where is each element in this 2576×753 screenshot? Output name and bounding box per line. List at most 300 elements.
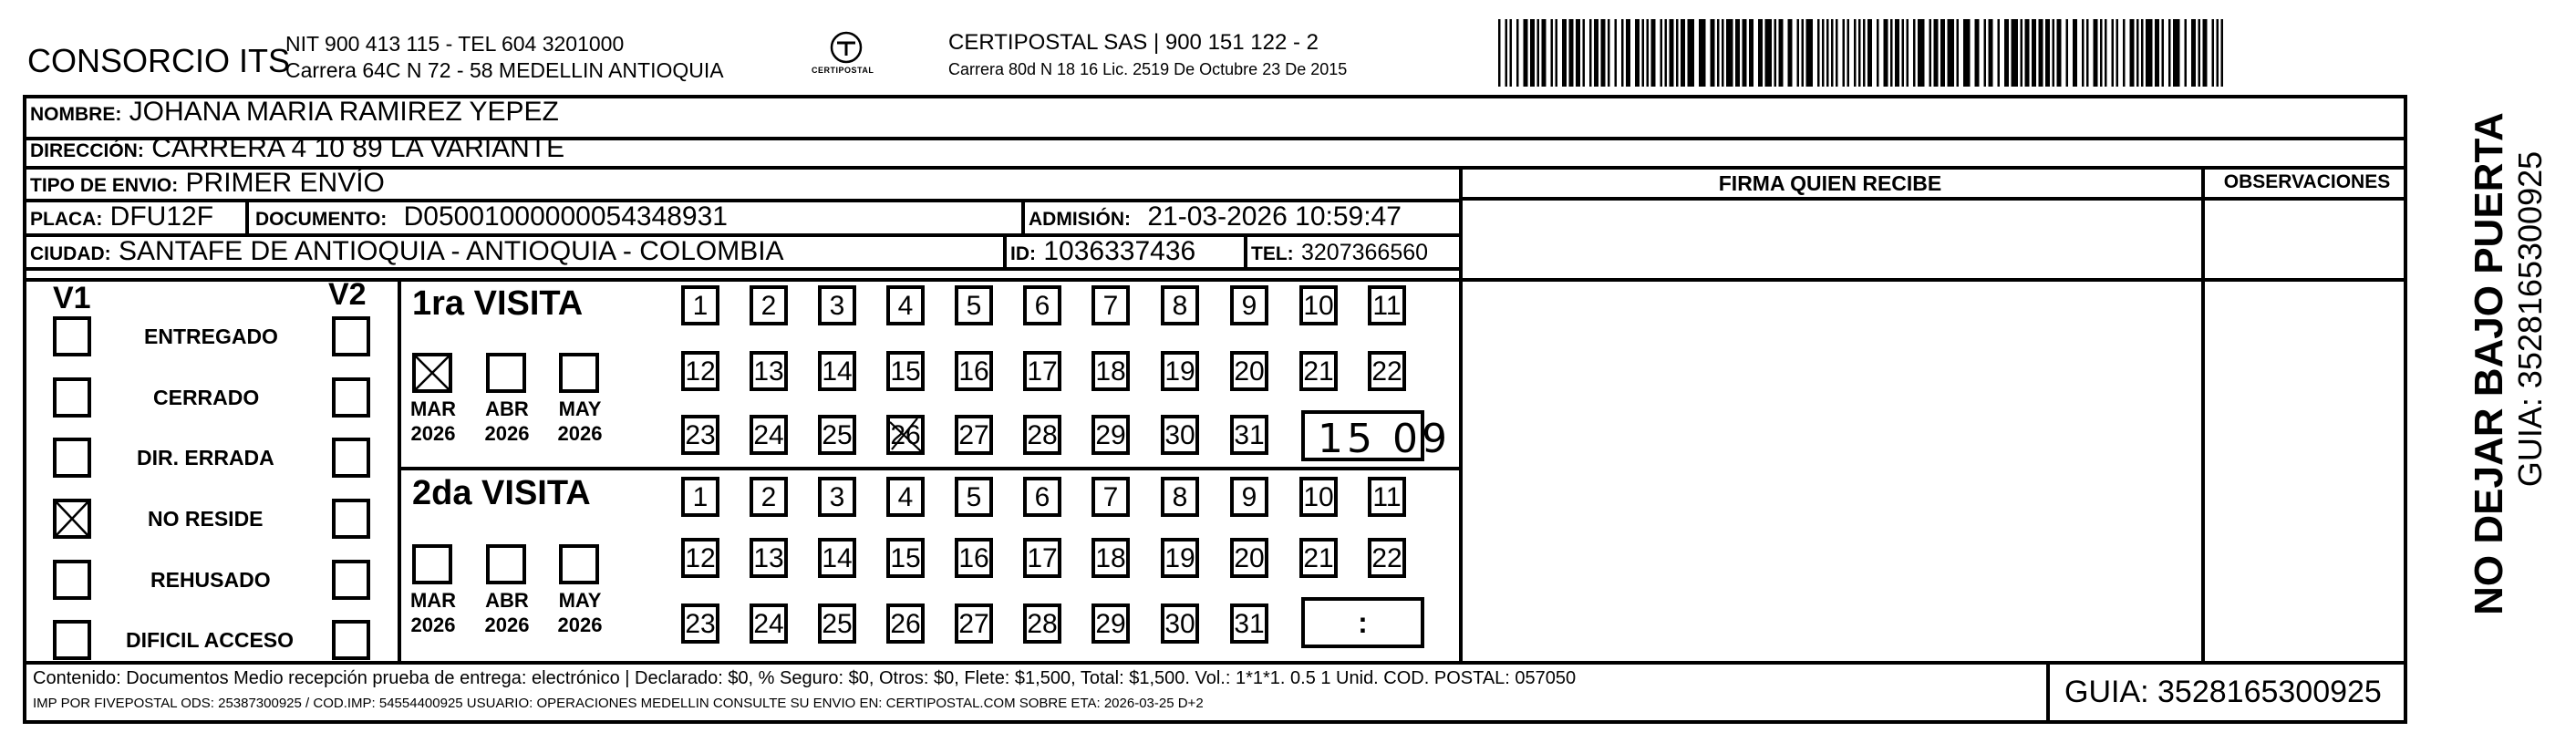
day-number: 29 <box>1095 609 1126 639</box>
day-box-28[interactable] <box>1023 415 1061 455</box>
day-box-5[interactable] <box>955 285 993 325</box>
day-number: 21 <box>1303 543 1334 573</box>
day-box-7[interactable] <box>1091 477 1130 517</box>
plate-value: DFU12F <box>109 201 214 232</box>
day-number: 22 <box>1371 356 1402 387</box>
status-label-dificil-acceso: DIFICIL ACCESO <box>126 628 295 652</box>
day-number: 15 <box>890 543 921 573</box>
day-number: 11 <box>1372 482 1402 512</box>
barcode-bar <box>1907 19 1909 87</box>
day-number: 10 <box>1303 482 1334 512</box>
month-name: MAR <box>409 589 457 612</box>
document-row: DOCUMENTO: D05001000000054348931 <box>255 201 728 232</box>
barcode-bar <box>1989 19 1993 87</box>
tel-value: 3207366560 <box>1301 240 1429 265</box>
month-name: MAY <box>558 589 602 612</box>
barcode-bar <box>2168 19 2171 87</box>
day-number: 30 <box>1164 420 1195 450</box>
month-name: MAR <box>409 397 457 420</box>
barcode-bar <box>2082 19 2085 87</box>
day-box-9[interactable] <box>1230 477 1268 517</box>
barcode-bar <box>2086 19 2089 87</box>
day-box-8[interactable] <box>1161 477 1199 517</box>
barcode-bar <box>2185 19 2188 87</box>
day-box-2[interactable] <box>750 477 788 517</box>
shipment-type: PRIMER ENVÍO <box>185 168 385 198</box>
barcode-bar <box>1670 19 1674 87</box>
day-box-13[interactable] <box>750 351 788 391</box>
day-box-21[interactable] <box>1299 351 1338 391</box>
day-box-5[interactable] <box>955 477 993 517</box>
day-box-30[interactable] <box>1161 415 1199 455</box>
barcode-bar <box>1858 19 1861 87</box>
carrier-address: Carrera 80d N 18 16 Lic. 2519 De Octubre 23 De 2015 <box>948 60 1348 78</box>
day-number: 31 <box>1234 420 1265 450</box>
signature-area[interactable] <box>1464 202 2198 658</box>
barcode-bar <box>1913 19 1916 87</box>
day-box-30[interactable] <box>1161 603 1199 644</box>
plate-row: PLACA: DFU12F <box>30 201 214 232</box>
id-row: ID: 1036337436 <box>1010 236 1196 266</box>
day-box-15[interactable] <box>886 351 925 391</box>
day-box-8[interactable] <box>1161 285 1199 325</box>
day-box-29[interactable] <box>1091 415 1130 455</box>
barcode-bar <box>2073 19 2077 87</box>
day-box-4[interactable] <box>886 285 925 325</box>
day-box-19[interactable] <box>1161 538 1199 578</box>
day-number: 1 <box>692 482 709 512</box>
v1-checkbox-entregado[interactable] <box>53 316 91 356</box>
address-row: DIRECCIÓN: CARRERA 4 10 89 LA VARIANTE <box>30 133 565 163</box>
observations-area[interactable] <box>2207 202 2405 658</box>
day-box-17[interactable] <box>1023 351 1061 391</box>
month-year: 2026 <box>557 614 603 636</box>
month-checkbox-mar[interactable] <box>412 353 452 393</box>
logo-text: CERTIPOSTAL <box>812 66 874 75</box>
month-label-abr <box>475 397 539 446</box>
barcode-bar <box>2053 19 2055 87</box>
month-checkbox-mar[interactable] <box>412 544 452 584</box>
barcode-bar <box>1594 19 1598 87</box>
month-year: 2026 <box>410 614 456 636</box>
barcode-bar <box>1635 19 1640 87</box>
day-number: 26 <box>890 609 921 639</box>
day-number: 19 <box>1164 543 1195 573</box>
day-number: 24 <box>753 420 784 450</box>
day-box-27[interactable] <box>955 603 993 644</box>
day-box-28[interactable] <box>1023 603 1061 644</box>
barcode-bar <box>1826 19 1829 87</box>
barcode-bar <box>1797 19 1800 87</box>
day-number: 27 <box>958 420 989 450</box>
barcode-bar <box>2191 19 2196 87</box>
day-box-14[interactable] <box>818 538 856 578</box>
barcode-bar <box>2012 19 2019 87</box>
day-box-7[interactable] <box>1091 285 1130 325</box>
barcode-bar <box>2146 19 2153 87</box>
barcode-bar <box>2032 19 2036 87</box>
barcode-bar <box>1884 19 1888 87</box>
day-number: 22 <box>1371 543 1402 573</box>
month-year: 2026 <box>484 614 530 636</box>
barcode-bar <box>1975 19 1980 87</box>
day-number: 11 <box>1372 291 1402 321</box>
barcode-bar <box>1530 19 1535 87</box>
day-number: 3 <box>829 291 845 321</box>
day-number: 7 <box>1102 291 1119 321</box>
day-number: 12 <box>685 356 716 387</box>
day-number: 28 <box>1027 420 1058 450</box>
barcode-bar <box>2025 19 2030 87</box>
day-number: 20 <box>1234 543 1265 573</box>
barcode-bar <box>2112 19 2115 87</box>
day-number: 8 <box>1172 291 1188 321</box>
barcode-bar <box>2004 19 2009 87</box>
barcode-bar <box>1726 19 1733 87</box>
city-row: CIUDAD: SANTAFE DE ANTIOQUIA - ANTIOQUIA - COLOMBIA <box>30 236 784 266</box>
day-number: 21 <box>1303 356 1334 387</box>
barcode-bar <box>1722 19 1724 87</box>
barcode <box>1498 19 2225 87</box>
barcode-bar <box>2198 19 2201 87</box>
barcode-bar <box>1583 19 1586 87</box>
day-number: 6 <box>1034 482 1050 512</box>
barcode-bar <box>1774 19 1777 87</box>
barcode-bar <box>2021 19 2023 87</box>
barcode-bar <box>1948 19 1955 87</box>
month-name: ABR <box>485 589 529 612</box>
status-label-dir-errada: DIR. ERRADA <box>137 446 274 469</box>
document-value: D05001000000054348931 <box>403 201 728 232</box>
barcode-bar <box>2100 19 2103 87</box>
day-number: 9 <box>1241 291 1257 321</box>
side-warning <box>2416 95 2562 633</box>
day-number: 27 <box>958 609 989 639</box>
v1-checkbox-dificil-acceso[interactable] <box>53 620 91 660</box>
barcode-bar <box>1711 19 1715 87</box>
barcode-bar <box>1934 19 1939 87</box>
day-box-9[interactable] <box>1230 285 1268 325</box>
barcode-bar <box>1569 19 1574 87</box>
v2-label: V2 <box>328 277 367 312</box>
barcode-bar <box>1902 19 1905 87</box>
day-box-16[interactable] <box>955 351 993 391</box>
barcode-bar <box>1998 19 2001 87</box>
barcode-bar <box>2105 19 2107 87</box>
month-year: 2026 <box>410 422 456 445</box>
barcode-bar <box>1877 19 1879 87</box>
day-number: 23 <box>685 420 716 450</box>
v1-checkbox-dir-errada[interactable] <box>53 438 91 478</box>
day-box-25[interactable] <box>818 603 856 644</box>
day-number: 18 <box>1095 543 1126 573</box>
first-visit-title: 1ra VISITA <box>412 284 584 323</box>
day-box-14[interactable] <box>818 351 856 391</box>
day-box-24[interactable] <box>750 603 788 644</box>
recipient-address: CARRERA 4 10 89 LA VARIANTE <box>151 133 565 163</box>
barcode-bar <box>1806 19 1814 87</box>
day-number: 4 <box>897 291 914 321</box>
day-box-18[interactable] <box>1091 538 1130 578</box>
day-number: 17 <box>1027 356 1058 387</box>
barcode-bar <box>2221 19 2224 87</box>
day-number: 12 <box>685 543 716 573</box>
day-number: 16 <box>958 543 989 573</box>
admission-value: 21-03-2026 10:59:47 <box>1147 201 1402 232</box>
month-year: 2026 <box>484 422 530 445</box>
day-number: 7 <box>1102 482 1119 512</box>
day-number: 9 <box>1241 482 1257 512</box>
barcode-bar <box>1537 19 1540 87</box>
barcode-bar <box>2162 19 2165 87</box>
day-number: 28 <box>1027 609 1058 639</box>
v2-checkbox-rehusado[interactable] <box>332 560 370 600</box>
barcode-bar <box>1749 19 1754 87</box>
day-number: 8 <box>1172 482 1188 512</box>
month-checkbox-may[interactable] <box>559 544 599 584</box>
barcode-bar <box>1895 19 1899 87</box>
day-number: 29 <box>1095 420 1126 450</box>
barcode-bar <box>1890 19 1893 87</box>
barcode-bar <box>1660 19 1663 87</box>
day-box-20[interactable] <box>1230 351 1268 391</box>
barcode-bar <box>1510 19 1513 87</box>
status-label-cerrado: CERRADO <box>153 386 260 409</box>
day-box-31[interactable] <box>1230 415 1268 455</box>
barcode-bar <box>2141 19 2144 87</box>
month-year: 2026 <box>557 422 603 445</box>
day-box-1[interactable] <box>681 285 719 325</box>
day-box-22[interactable] <box>1368 351 1406 391</box>
barcode-bar <box>1963 19 1971 87</box>
company-name: CONSORCIO ITS <box>27 42 291 79</box>
barcode-bar <box>1651 19 1656 87</box>
day-number: 5 <box>966 291 982 321</box>
day-box-11[interactable] <box>1368 285 1406 325</box>
barcode-bar <box>1556 19 1558 87</box>
barcode-bar <box>1551 19 1554 87</box>
barcode-bar <box>2212 19 2215 87</box>
barcode-bar <box>1676 19 1679 87</box>
barcode-bar <box>1615 19 1618 87</box>
day-box-15[interactable] <box>886 538 925 578</box>
tel-row: TEL: 3207366560 <box>1251 240 1429 265</box>
barcode-bar <box>1562 19 1567 87</box>
day-number: 14 <box>822 543 853 573</box>
day-box-3[interactable] <box>818 477 856 517</box>
barcode-bar <box>1589 19 1592 87</box>
day-box-1[interactable] <box>681 477 719 517</box>
day-number: 17 <box>1027 543 1058 573</box>
barcode-bar <box>1743 19 1747 87</box>
first-visit-time-box[interactable] <box>1301 410 1451 462</box>
day-number: 25 <box>822 609 853 639</box>
day-number: 24 <box>753 609 784 639</box>
barcode-bar <box>1717 19 1720 87</box>
month-checkbox-abr[interactable] <box>486 544 526 584</box>
month-label-may <box>548 397 612 446</box>
day-box-6[interactable] <box>1023 477 1061 517</box>
status-label-entregado: ENTREGADO <box>144 325 278 348</box>
company-nit-tel: NIT 900 413 115 - TEL 604 3201000 <box>285 32 625 56</box>
company-address: Carrera 64C N 72 - 58 MEDELLIN ANTIOQUIA <box>285 58 724 82</box>
day-box-23[interactable] <box>681 415 719 455</box>
second-visit-title: 2da VISITA <box>412 474 591 512</box>
month-checkbox-may[interactable] <box>559 353 599 393</box>
barcode-bar <box>2130 19 2135 87</box>
day-number: 13 <box>753 543 784 573</box>
day-box-10[interactable] <box>1299 477 1338 517</box>
day-number: 18 <box>1095 356 1126 387</box>
day-number: 3 <box>829 482 845 512</box>
day-number: 19 <box>1164 356 1195 387</box>
type-row: TIPO DE ENVIO: PRIMER ENVÍO <box>30 168 385 198</box>
day-box-17[interactable] <box>1023 538 1061 578</box>
barcode-bar <box>1822 19 1825 87</box>
barcode-bar <box>1688 19 1695 87</box>
day-box-26[interactable] <box>886 415 925 455</box>
v1-checkbox-rehusado[interactable] <box>53 560 91 600</box>
day-number: 13 <box>753 356 784 387</box>
barcode-bar <box>2136 19 2139 87</box>
day-box-18[interactable] <box>1091 351 1130 391</box>
day-number: 4 <box>897 482 914 512</box>
day-box-21[interactable] <box>1299 538 1338 578</box>
barcode-bar <box>1918 19 1925 87</box>
barcode-bar <box>1505 19 1508 87</box>
day-number: 23 <box>685 609 716 639</box>
day-box-20[interactable] <box>1230 538 1268 578</box>
v2-checkbox-entregado[interactable] <box>332 316 370 356</box>
day-box-23[interactable] <box>681 603 719 644</box>
barcode-bar <box>1524 19 1528 87</box>
day-mark-icon <box>890 418 921 460</box>
month-label-abr <box>475 588 539 637</box>
barcode-bar <box>2116 19 2119 87</box>
carrier-name: CERTIPOSTAL SAS | 900 151 122 - 2 <box>948 30 1319 55</box>
barcode-bar <box>1929 19 1932 87</box>
footer-guia: GUIA: 3528165300925 <box>2064 675 2382 709</box>
day-box-31[interactable] <box>1230 603 1268 644</box>
day-box-11[interactable] <box>1368 477 1406 517</box>
day-box-27[interactable] <box>955 415 993 455</box>
day-box-24[interactable] <box>750 415 788 455</box>
day-box-26[interactable] <box>886 603 925 644</box>
v2-checkbox-cerrado[interactable] <box>332 377 370 418</box>
day-number: 2 <box>760 482 777 512</box>
side-guia: GUIA: 3528165300925 <box>2511 150 2549 488</box>
day-box-12[interactable] <box>681 351 719 391</box>
day-number: 5 <box>966 482 982 512</box>
day-box-2[interactable] <box>750 285 788 325</box>
barcode-bar <box>1665 19 1668 87</box>
day-box-10[interactable] <box>1299 285 1338 325</box>
first-visit-time: 15 09 <box>1318 416 1451 462</box>
barcode-bar <box>1957 19 1960 87</box>
second-visit-time: : <box>1358 606 1368 639</box>
barcode-bar <box>1847 19 1850 87</box>
barcode-bar <box>1608 19 1610 87</box>
barcode-bar <box>1765 19 1773 87</box>
barcode-bar <box>2217 19 2219 87</box>
barcode-bar <box>1621 19 1624 87</box>
day-box-19[interactable] <box>1161 351 1199 391</box>
barcode-bar <box>1836 19 1838 87</box>
month-name: MAY <box>558 397 602 420</box>
barcode-bar <box>2123 19 2126 87</box>
day-number: 26 <box>890 420 921 450</box>
city-value: SANTAFE DE ANTIOQUIA - ANTIOQUIA - COLOMBIA <box>119 236 784 266</box>
day-number: 6 <box>1034 291 1050 321</box>
day-box-25[interactable] <box>818 415 856 455</box>
day-number: 25 <box>822 420 853 450</box>
day-box-6[interactable] <box>1023 285 1061 325</box>
barcode-bar <box>1817 19 1820 87</box>
barcode-bar <box>1802 19 1805 87</box>
day-box-22[interactable] <box>1368 538 1406 578</box>
signature-header: FIRMA QUIEN RECIBE <box>1718 171 1942 195</box>
day-number: 1 <box>692 291 709 321</box>
barcode-bar <box>1498 19 1501 87</box>
barcode-bar <box>1758 19 1763 87</box>
day-number: 16 <box>958 356 989 387</box>
barcode-bar <box>1647 19 1650 87</box>
footer-imp: IMP POR FIVEPOSTAL ODS: 25387300925 / COD.IMP: 54554400925 USUARIO: OPERACIONES MEDELLIN CONSULTE SU ENVIO EN: CERTIPOSTAL.COM SOBRE ETA: 2026-03-25 D+2 <box>33 696 1204 711</box>
barcode-bar <box>2066 19 2069 87</box>
barcode-bar <box>1681 19 1685 87</box>
barcode-bar <box>1984 19 1987 87</box>
no-dejar-bajo-puerta: NO DEJAR BAJO PUERTA <box>2467 112 2511 615</box>
id-value: 1036337436 <box>1043 236 1196 266</box>
day-number: 30 <box>1164 609 1195 639</box>
barcode-bar <box>1642 19 1645 87</box>
barcode-bar <box>2057 19 2062 87</box>
barcode-bar <box>2039 19 2043 87</box>
day-box-4[interactable] <box>886 477 925 517</box>
second-visit-time-box[interactable] <box>1301 597 1424 648</box>
barcode-bar <box>2094 19 2098 87</box>
day-box-3[interactable] <box>818 285 856 325</box>
day-box-13[interactable] <box>750 538 788 578</box>
admission-row: ADMISIÓN: 21-03-2026 10:59:47 <box>1029 201 1402 232</box>
v1-checkbox-cerrado[interactable] <box>53 377 91 418</box>
status-label-no-reside: NO RESIDE <box>148 507 264 531</box>
certipostal-logo <box>810 29 883 80</box>
v1-label: V1 <box>53 281 91 315</box>
month-checkbox-abr[interactable] <box>486 353 526 393</box>
barcode-bar <box>2045 19 2050 87</box>
observations-header: OBSERVACIONES <box>2223 171 2391 192</box>
v2-checkbox-no-reside[interactable] <box>332 499 370 539</box>
day-box-12[interactable] <box>681 538 719 578</box>
day-number: 2 <box>760 291 777 321</box>
day-box-16[interactable] <box>955 538 993 578</box>
day-number: 31 <box>1234 609 1265 639</box>
month-label-mar <box>401 588 465 637</box>
barcode-bar <box>1699 19 1706 87</box>
barcode-bar <box>1843 19 1846 87</box>
barcode-bar <box>2173 19 2180 87</box>
barcode-bar <box>1576 19 1580 87</box>
barcode-bar <box>1867 19 1872 87</box>
month-label-may <box>548 588 612 637</box>
barcode-bar <box>1601 19 1606 87</box>
barcode-bar <box>1626 19 1630 87</box>
v2-checkbox-dir-errada[interactable] <box>332 438 370 478</box>
v2-checkbox-dificil-acceso[interactable] <box>332 620 370 660</box>
day-box-29[interactable] <box>1091 603 1130 644</box>
v1-checkbox-no-reside[interactable] <box>53 499 91 539</box>
